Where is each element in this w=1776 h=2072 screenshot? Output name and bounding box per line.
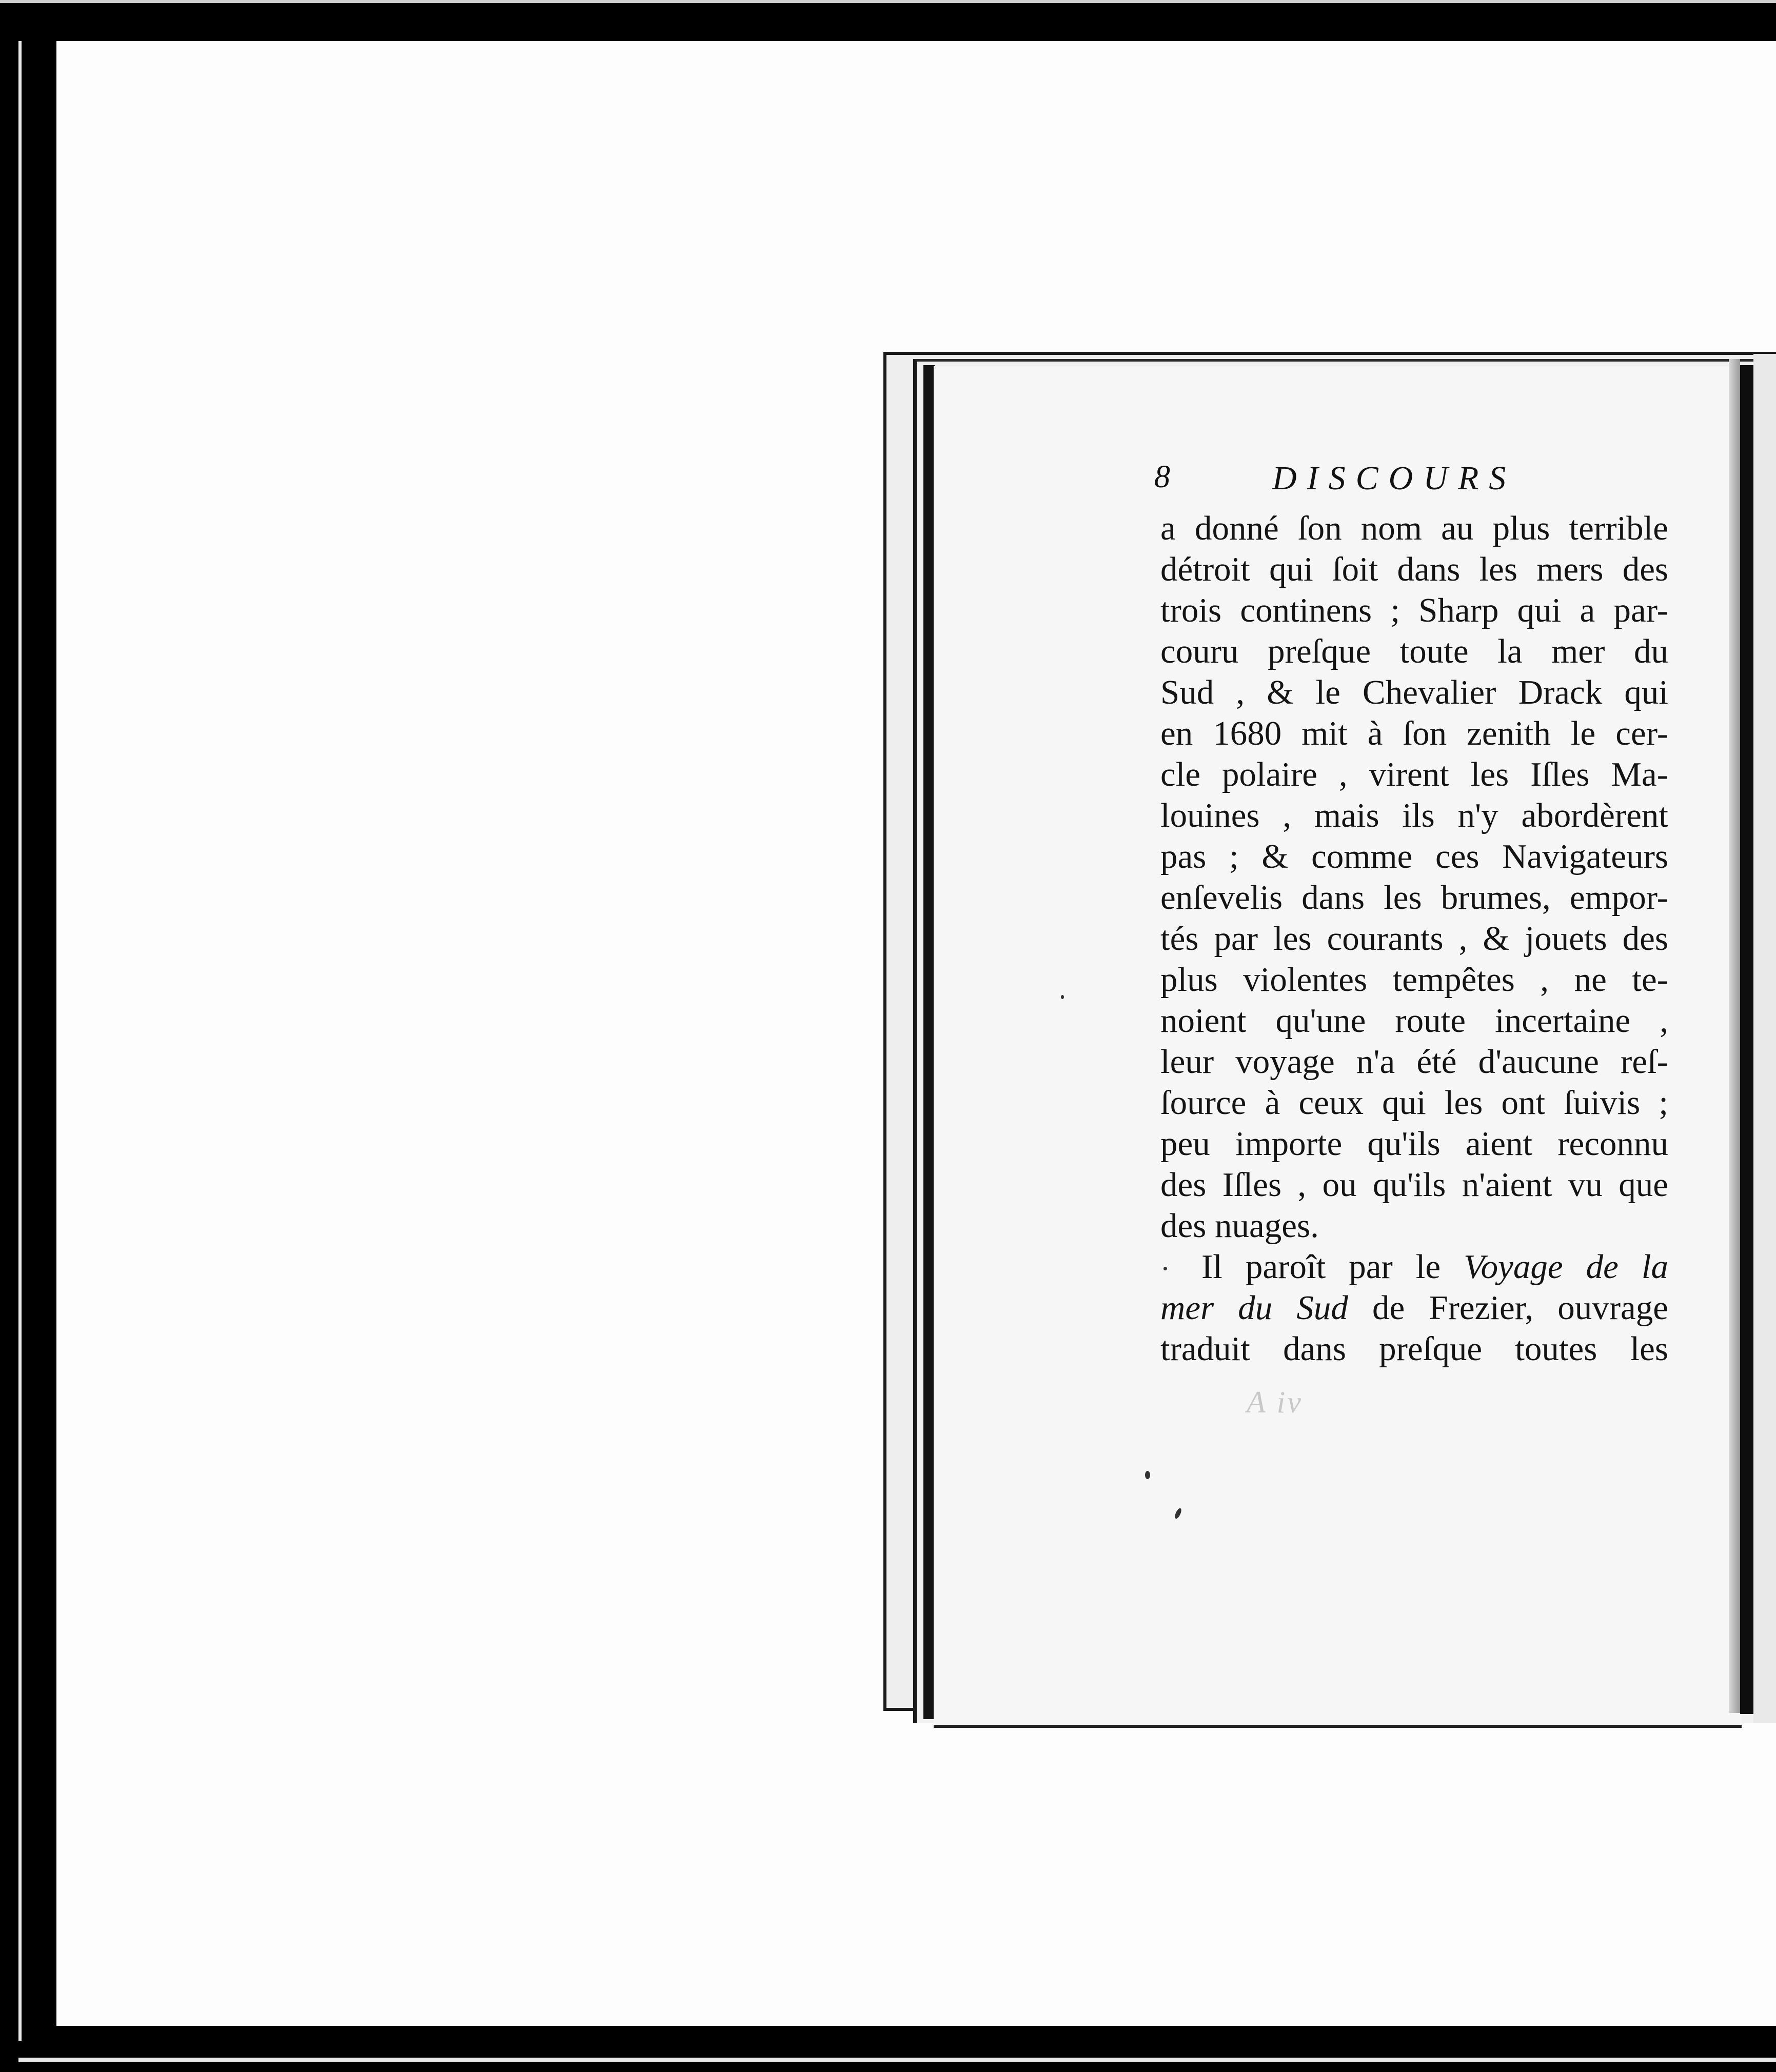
text-line: peu importe qu'ils aient reconnu (1160, 1125, 1668, 1163)
page-spine-edge (923, 365, 935, 1719)
gutter-black-rule (1740, 365, 1753, 1714)
film-bottom-edge (18, 2058, 1776, 2062)
text-line: traduit dans preſque toutes les (1160, 1330, 1668, 1368)
signature-mark-bleed: A iv (1247, 1385, 1303, 1419)
text-line: détroit qui ſoit dans les mers des (1160, 550, 1668, 588)
text-line: plus violentes tempêtes , ne te- (1160, 961, 1668, 999)
ink-speck (1145, 1471, 1150, 1479)
text-line: tés par les courants , & jouets des (1160, 920, 1668, 958)
book-title-italic: mer du Sud (1160, 1289, 1348, 1327)
text-line: cle polaire , virent les Iſles Ma- (1160, 755, 1668, 793)
running-title: DISCOURS (1272, 460, 1516, 497)
film-left-edge (18, 41, 22, 2041)
text-line: leur voyage n'a été d'aucune reſ- (1160, 1043, 1668, 1081)
page-gutter-shadow (1729, 359, 1740, 1713)
paragraph-line (1160, 1287, 1668, 1328)
paragraph-line (1160, 1246, 1668, 1287)
paragraph-start-text: Il paroît par le (1201, 1248, 1464, 1286)
text-line: des Iſles , ou qu'ils n'aient vu que (1160, 1166, 1668, 1204)
text-line: couru preſque toute la mer du (1160, 632, 1668, 670)
ink-speck (1163, 1267, 1167, 1270)
paragraph-text: de Frezier, ouvrage (1348, 1289, 1668, 1327)
text-line: louines , mais ils n'y abordèrent (1160, 796, 1668, 834)
running-head (1154, 459, 1667, 505)
book-title-italic: Voyage de la (1464, 1248, 1669, 1286)
text-line: a donné ſon nom au plus terrible (1160, 509, 1668, 547)
text-line: ſource à ceux qui les ont ſuivis ; (1160, 1084, 1668, 1122)
text-line: trois continens ; Sharp qui a par- (1160, 591, 1668, 629)
text-line: enſevelis dans les brumes, empor- (1160, 879, 1668, 917)
text-line: en 1680 mit à ſon zenith le cer- (1160, 714, 1668, 752)
text-line: Sud , & le Chevalier Drack qui (1160, 673, 1668, 711)
text-block (1160, 508, 1668, 1369)
facing-page-strip (1753, 354, 1776, 1723)
text-line: pas ; & comme ces Navigateurs (1160, 838, 1668, 875)
ink-speck (1061, 995, 1064, 999)
film-top-edge (0, 0, 1776, 3)
page-number: 8 (1154, 460, 1170, 494)
text-line: noient qu'une route incertaine , (1160, 1002, 1668, 1040)
text-line: des nuages. (1160, 1207, 1319, 1245)
